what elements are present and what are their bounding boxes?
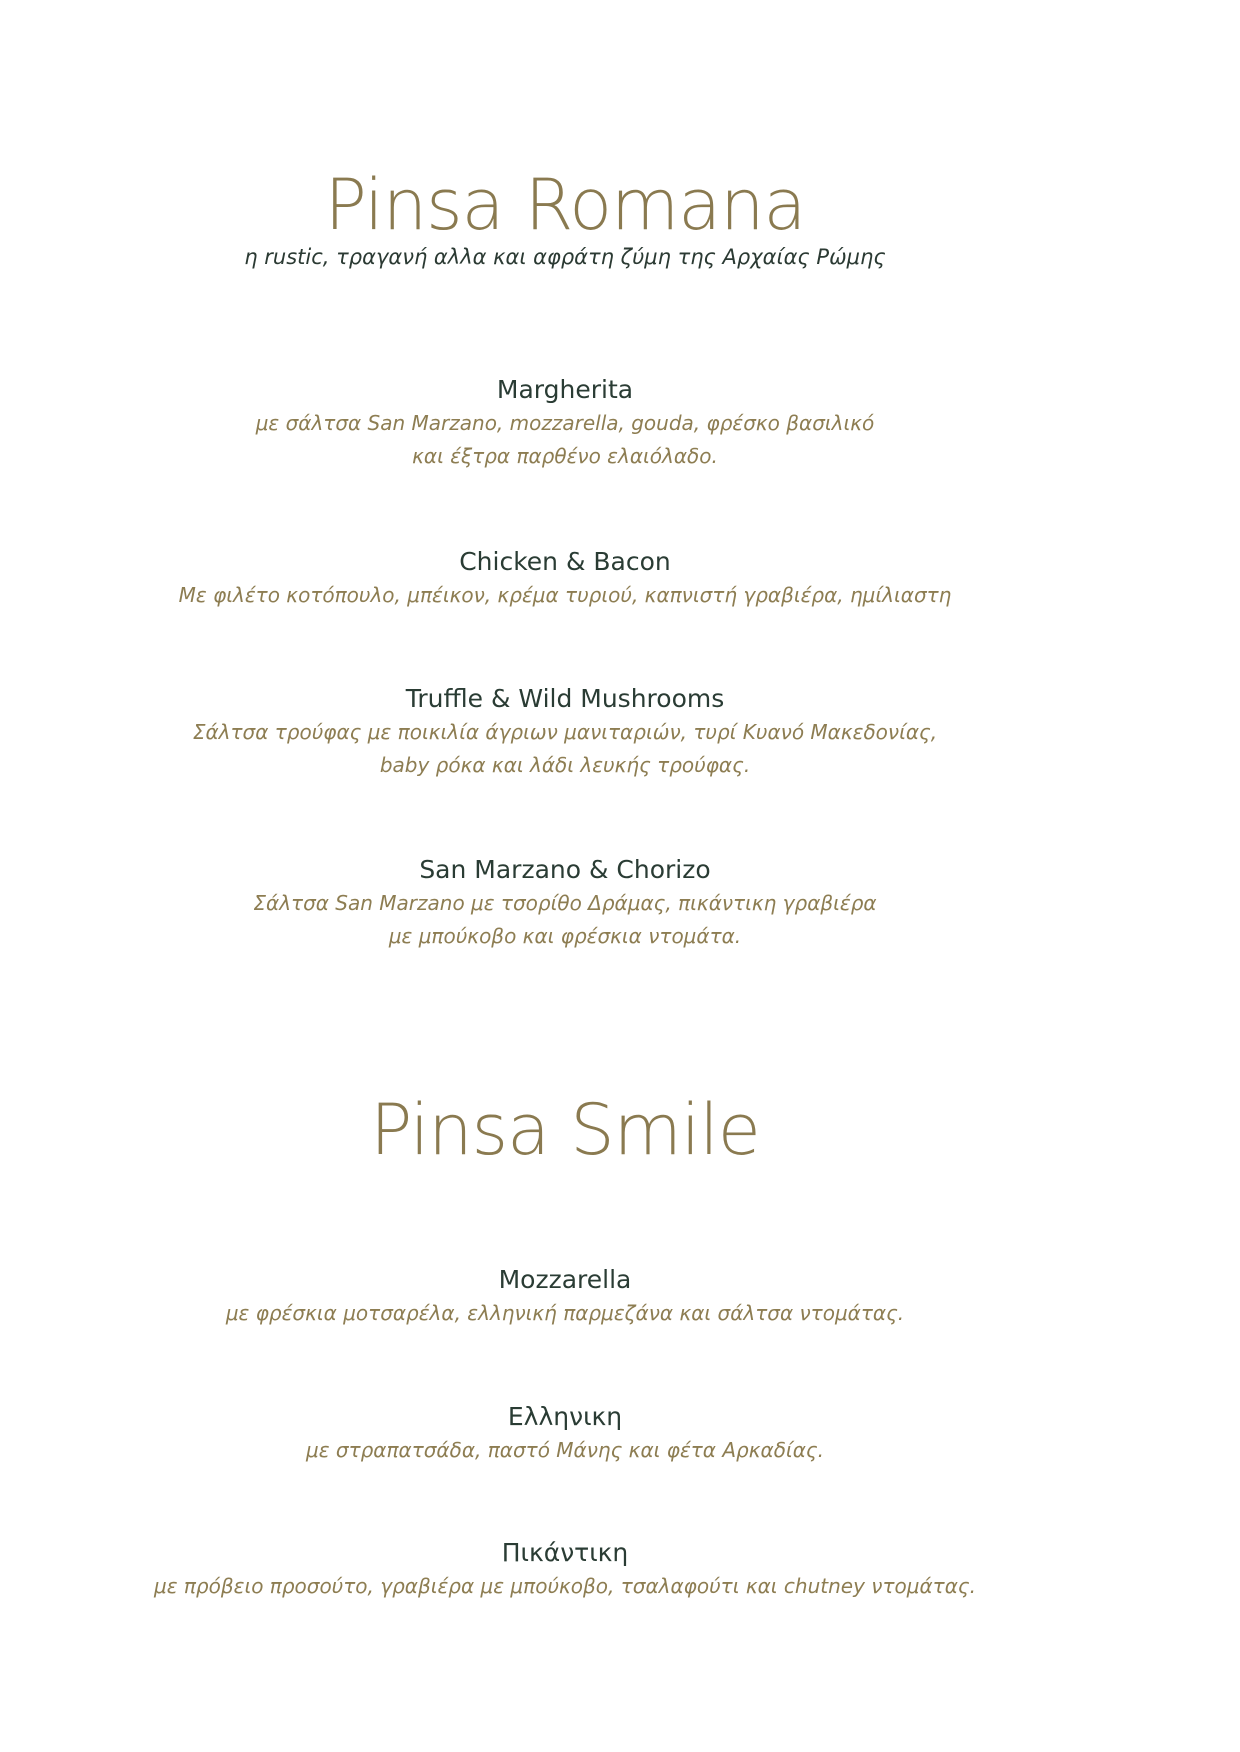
item-name: Truffle & Wild Mushrooms [405, 684, 725, 713]
section-title-pinsa-smile: Pinsa Smile [370, 1089, 760, 1171]
item-description-line: Με φιλέτο κοτόπουλο, μπέικον, κρέμα τυριού, καπνιστή γραβιέρα, ημίλιαστη [178, 583, 952, 607]
menu-item-margherita [0, 373, 1130, 473]
item-description-line: με μπούκοβο και φρέσκια ντομάτα. [388, 924, 742, 948]
item-description-line: με πρόβειο προσούτο, γραβιέρα με μπούκοβο, τσαλαφούτι και chutney ντομάτας. [154, 1574, 976, 1598]
menu-item-san-marzano-chorizo [0, 853, 1130, 953]
menu-item-truffle-mushrooms [0, 682, 1130, 782]
menu-item-mozzarella [0, 1263, 1130, 1330]
item-name: Ελληνικη [507, 1402, 623, 1431]
item-description-line: και έξτρα παρθένο ελαιόλαδο. [412, 444, 718, 468]
menu-item-chicken-bacon [0, 545, 1130, 612]
section-title-pinsa-romana: Pinsa Romana [324, 164, 806, 246]
item-description-line: με φρέσκια μοτσαρέλα, ελληνική παρμεζάνα και σάλτσα ντομάτας. [225, 1301, 905, 1325]
item-name: Margherita [496, 375, 634, 404]
item-description-line: Σάλτσα San Marzano με τσορίθο Δράμας, πικάντικη γραβιέρα [253, 891, 877, 915]
item-description-line: με στραπατσάδα, παστό Μάνης και φέτα Αρκαδίας. [306, 1438, 824, 1462]
item-name: Mozzarella [498, 1265, 632, 1294]
item-name: San Marzano & Chorizo [419, 855, 711, 884]
item-description-line: baby ρόκα και λάδι λευκής τρούφας. [379, 753, 751, 777]
item-description-line: με σάλτσα San Marzano, mozzarella, gouda, φρέσκο βασιλικό [255, 411, 875, 435]
menu-item-elliniki [0, 1400, 1130, 1467]
menu-item-pikantiki [0, 1536, 1130, 1603]
item-description-line: Σάλτσα τρούφας με ποικιλία άγριων μανιταριών, τυρί Κυανό Μακεδονίας, [192, 720, 938, 744]
section-subtitle: η rustic, τραγανή αλλα και αφράτη ζύμη της Αρχαίας Ρώμης [244, 245, 886, 269]
item-name: Chicken & Bacon [459, 547, 671, 576]
item-name: Πικάντικη [501, 1538, 629, 1567]
